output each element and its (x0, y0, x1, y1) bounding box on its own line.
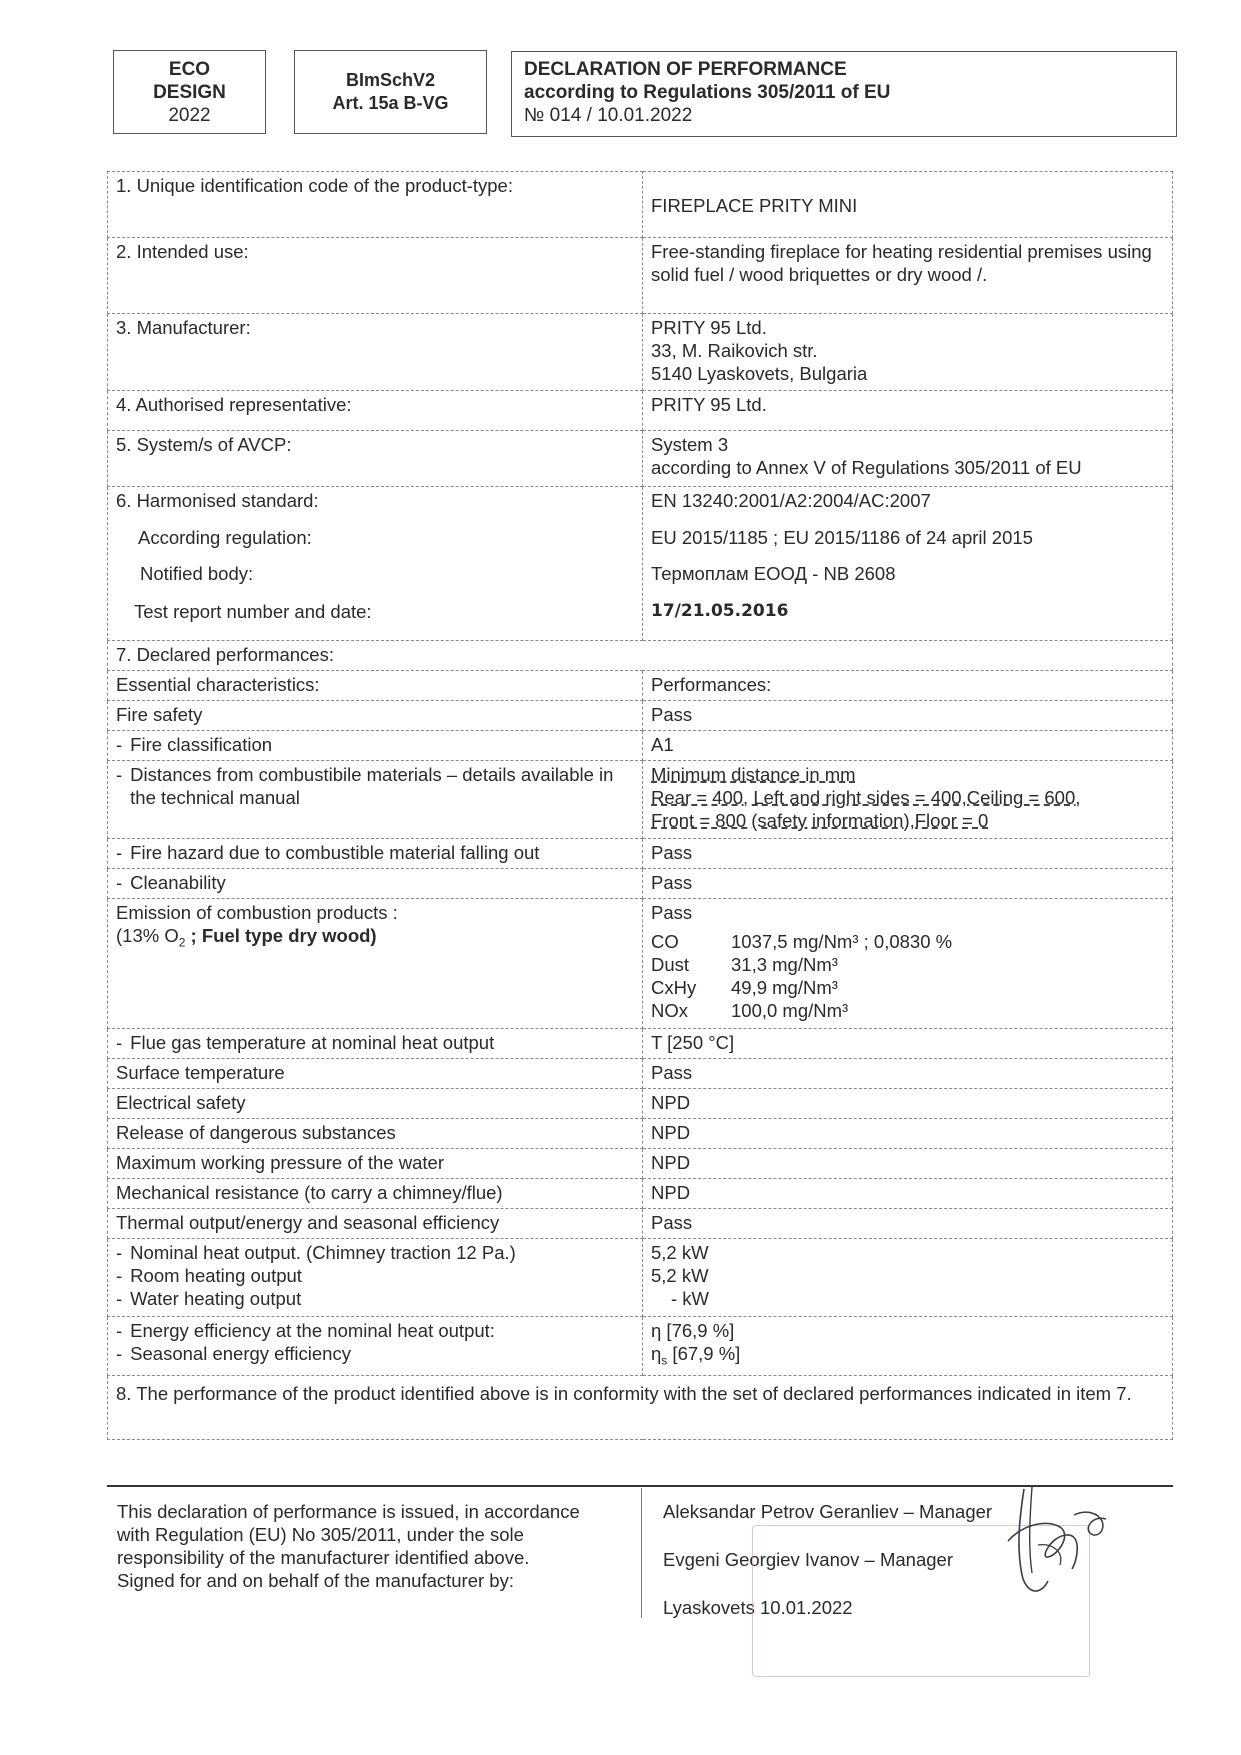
room-value: 5,2 kW (651, 1265, 709, 1286)
perf-head-left: Essential characteristics: (108, 671, 643, 701)
perf-head-right: Performances: (643, 671, 1173, 701)
perf-row-heat-output (108, 1239, 1173, 1317)
perf-row (108, 1059, 1173, 1089)
distances-line-1: Minimum distance in mm (651, 764, 856, 785)
perf-row (108, 1149, 1173, 1179)
gas-name: CxHy (651, 977, 697, 998)
gas-value: 49,9 mg/Nm³ (731, 977, 838, 998)
thermal-value: Pass (643, 1209, 1173, 1239)
emission-label-1: Emission of combustion products : (116, 902, 398, 923)
gas-row (651, 953, 1164, 976)
perf-row (108, 1029, 1173, 1059)
fire-class-value: A1 (643, 731, 1173, 761)
gas-row (651, 976, 1164, 999)
emission-pass: Pass (651, 902, 693, 923)
release-label: Release of dangerous substances (108, 1119, 643, 1149)
emission-oxygen-sub: 2 (178, 935, 186, 950)
distances-line-2: Rear = 400, Left and right sides = 400,Ceiling = 600, (651, 787, 1081, 808)
electrical-value: NPD (643, 1089, 1173, 1119)
perf-row (108, 761, 1173, 839)
pressure-value: NPD (643, 1149, 1173, 1179)
flue-value: T [250 °C] (643, 1029, 1173, 1059)
footer-signed-by: Signed for and on behalf of the manufacturer by: (117, 1570, 514, 1591)
perf-row (108, 839, 1173, 869)
water-label: Water heating output (130, 1288, 302, 1309)
gas-row (651, 930, 1164, 953)
r1-label: 1. Unique identification code of the product-type: (108, 172, 643, 238)
gas-name: CO (651, 931, 679, 952)
dop-number: № 014 / 10.01.2022 (524, 105, 693, 126)
efficiency-values (643, 1317, 1173, 1376)
electrical-label: Electrical safety (108, 1089, 643, 1119)
r3-value-1: PRITY 95 Ltd. (651, 317, 767, 338)
r3-value (643, 314, 1173, 391)
r4-value: PRITY 95 Ltd. (643, 391, 1173, 431)
distances-line-3: Front = 800 (safety information),Floor = 0 (651, 810, 989, 831)
perf-row (108, 1119, 1173, 1149)
water-line: - Water heating output (116, 1288, 302, 1309)
eff-value: η [76,9 %] (651, 1320, 735, 1341)
fire-safety-value: Pass (643, 701, 1173, 731)
eco-line-3: 2022 (168, 104, 211, 126)
hazard-label: Fire hazard due to combustible material falling out (130, 842, 540, 863)
r6b-label: According regulation: (138, 527, 312, 548)
heat-output-cell (108, 1239, 643, 1317)
r6-labels (108, 487, 643, 641)
emission-cell (108, 899, 643, 1029)
dop-title-box (511, 51, 1177, 137)
r6-label: 6. Harmonised standard: (116, 490, 319, 511)
signatory-2: Evgeni Georgiev Ivanov – Manager (663, 1549, 954, 1570)
gas-name: NOx (651, 1000, 688, 1021)
r4-label: 4. Authorised representative: (108, 391, 643, 431)
bimschv-box (294, 50, 487, 134)
surface-value: Pass (643, 1059, 1173, 1089)
eff-label: Energy efficiency at the nominal heat output: (130, 1320, 495, 1341)
pressure-label: Maximum working pressure of the water (108, 1149, 643, 1179)
room-line: - Room heating output (116, 1265, 302, 1286)
handwritten-signature (1002, 1485, 1107, 1601)
place-date: Lyaskovets 10.01.2022 (663, 1597, 853, 1618)
distances-cell: - Distances from combustibile materials – details available in the technical manual (108, 761, 643, 839)
row-avcp (108, 431, 1173, 487)
clean-cell: - Cleanability (108, 869, 643, 899)
r6d-value: 17/21.05.2016 (651, 601, 789, 621)
seasonal-percent: [67,9 %] (667, 1343, 741, 1364)
seasonal-line: - Seasonal energy efficiency (116, 1343, 351, 1364)
r3-value-3: 5140 Lyaskovets, Bulgaria (651, 363, 868, 384)
r5-value-2: according to Annex V of Regulations 305/2011 of EU (651, 457, 1082, 478)
seasonal-label: Seasonal energy efficiency (130, 1343, 351, 1364)
mech-label: Mechanical resistance (to carry a chimney/flue) (108, 1179, 643, 1209)
gas-value: 1037,5 mg/Nm³ ; 0,0830 % (731, 931, 953, 952)
r5-value (643, 431, 1173, 487)
room-label: Room heating output (130, 1265, 302, 1286)
flue-cell: - Flue gas temperature at nominal heat output (108, 1029, 643, 1059)
row-representative (108, 391, 1173, 431)
hazard-cell: - Fire hazard due to combustible material falling out (108, 839, 643, 869)
footer-statement: This declaration of performance is issued, in accordance with Regulation (EU) No 305/2011, under the sole responsibility of the manufacturer identified above. (117, 1501, 580, 1568)
gas-value: 100,0 mg/Nm³ (731, 1000, 849, 1021)
clean-value: Pass (643, 869, 1173, 899)
eff-line: - Energy efficiency at the nominal heat output: (116, 1320, 495, 1341)
distances-label: Distances from combustibile materials – details available in the technical manual (130, 764, 614, 808)
dop-subtitle: according to Regulations 305/2011 of EU (524, 82, 891, 103)
row-identification (108, 172, 1173, 238)
row-conformity (108, 1375, 1173, 1439)
gas-value: 31,3 mg/Nm³ (731, 954, 838, 975)
clean-label: Cleanability (130, 872, 226, 893)
perf-row (108, 701, 1173, 731)
fire-class-label: Fire classification (130, 734, 273, 755)
bimsch-line-1: BImSchV2 (345, 70, 436, 90)
r6-values (643, 487, 1173, 641)
perf-row (108, 869, 1173, 899)
emission-value (643, 899, 1173, 1029)
perf-row (108, 1179, 1173, 1209)
r2-label: 2. Intended use: (108, 238, 643, 314)
emission-label-2 (116, 924, 634, 955)
distances-value (643, 761, 1173, 839)
thermal-label: Thermal output/energy and seasonal efficiency (108, 1209, 643, 1239)
heat-output-values (643, 1239, 1173, 1317)
perf-row (108, 1089, 1173, 1119)
seasonal-value (651, 1342, 1164, 1373)
r3-label: 3. Manufacturer: (108, 314, 643, 391)
emission-oxygen: (13% O (116, 925, 179, 946)
row-manufacturer (108, 314, 1173, 391)
efficiency-cell (108, 1317, 643, 1376)
gas-row (651, 999, 1164, 1022)
perf-row (108, 1209, 1173, 1239)
dop-title: DECLARATION OF PERFORMANCE (524, 59, 847, 80)
row-intended-use (108, 238, 1173, 314)
r6d-label: Test report number and date: (134, 601, 372, 622)
r1-value: FIREPLACE PRITY MINI (643, 172, 1173, 238)
r3-value-2: 33, M. Raikovich str. (651, 340, 818, 361)
r5-label: 5. System/s of AVCP: (108, 431, 643, 487)
perf-row-emission (108, 899, 1173, 1029)
r2-value: Free-standing fireplace for heating residential premises using solid fuel / wood briquettes or dry wood /. (643, 238, 1173, 314)
seasonal-eta: η (651, 1343, 662, 1364)
r5-value-1: System 3 (651, 434, 729, 455)
emission-fuel: ; Fuel type dry wood) (185, 925, 377, 946)
row-harmonised (108, 487, 1173, 641)
perf-row (108, 731, 1173, 761)
r7-label: 7. Declared performances: (108, 641, 1173, 671)
fire-safety-label: Fire safety (108, 701, 643, 731)
eco-line-2: DESIGN (153, 81, 226, 103)
nominal-label: Nominal heat output. (Chimney traction 12 Pa.) (130, 1242, 516, 1263)
bimsch-line-2: Art. 15a B-VG (332, 93, 449, 113)
seasonal-eta-sub: s (661, 1353, 668, 1368)
conformity-text: 8. The performance of the product identified above is in conformity with the set of declared performances indicated in item 7. (108, 1375, 1173, 1439)
signatory-1: Aleksandar Petrov Geranliev – Manager (663, 1501, 993, 1522)
r6c-label: Notified body: (140, 563, 254, 584)
row-declared (108, 641, 1173, 671)
gas-name: Dust (651, 954, 690, 975)
eco-design-box (113, 50, 266, 134)
r6-value: EN 13240:2001/A2:2004/AC:2007 (651, 490, 931, 511)
surface-label: Surface temperature (108, 1059, 643, 1089)
declaration-table (107, 171, 1173, 1440)
r6b-value: EU 2015/1185 ; EU 2015/1186 of 24 april 2015 (651, 527, 1033, 548)
nominal-line: - Nominal heat output. (Chimney traction 12 Pa.) (116, 1242, 516, 1263)
water-value: - kW (671, 1288, 710, 1309)
mech-value: NPD (643, 1179, 1173, 1209)
footer-left (107, 1488, 647, 1623)
release-value: NPD (643, 1119, 1173, 1149)
hazard-value: Pass (643, 839, 1173, 869)
flue-label: Flue gas temperature at nominal heat output (130, 1032, 495, 1053)
fire-class-cell: - Fire classification (108, 731, 643, 761)
nominal-value: 5,2 kW (651, 1242, 709, 1263)
perf-row-efficiency (108, 1317, 1173, 1376)
eco-line-1: ECO (168, 58, 211, 80)
perf-header-row (108, 671, 1173, 701)
r6c-value: Термоплам ЕООД - NB 2608 (651, 563, 896, 584)
